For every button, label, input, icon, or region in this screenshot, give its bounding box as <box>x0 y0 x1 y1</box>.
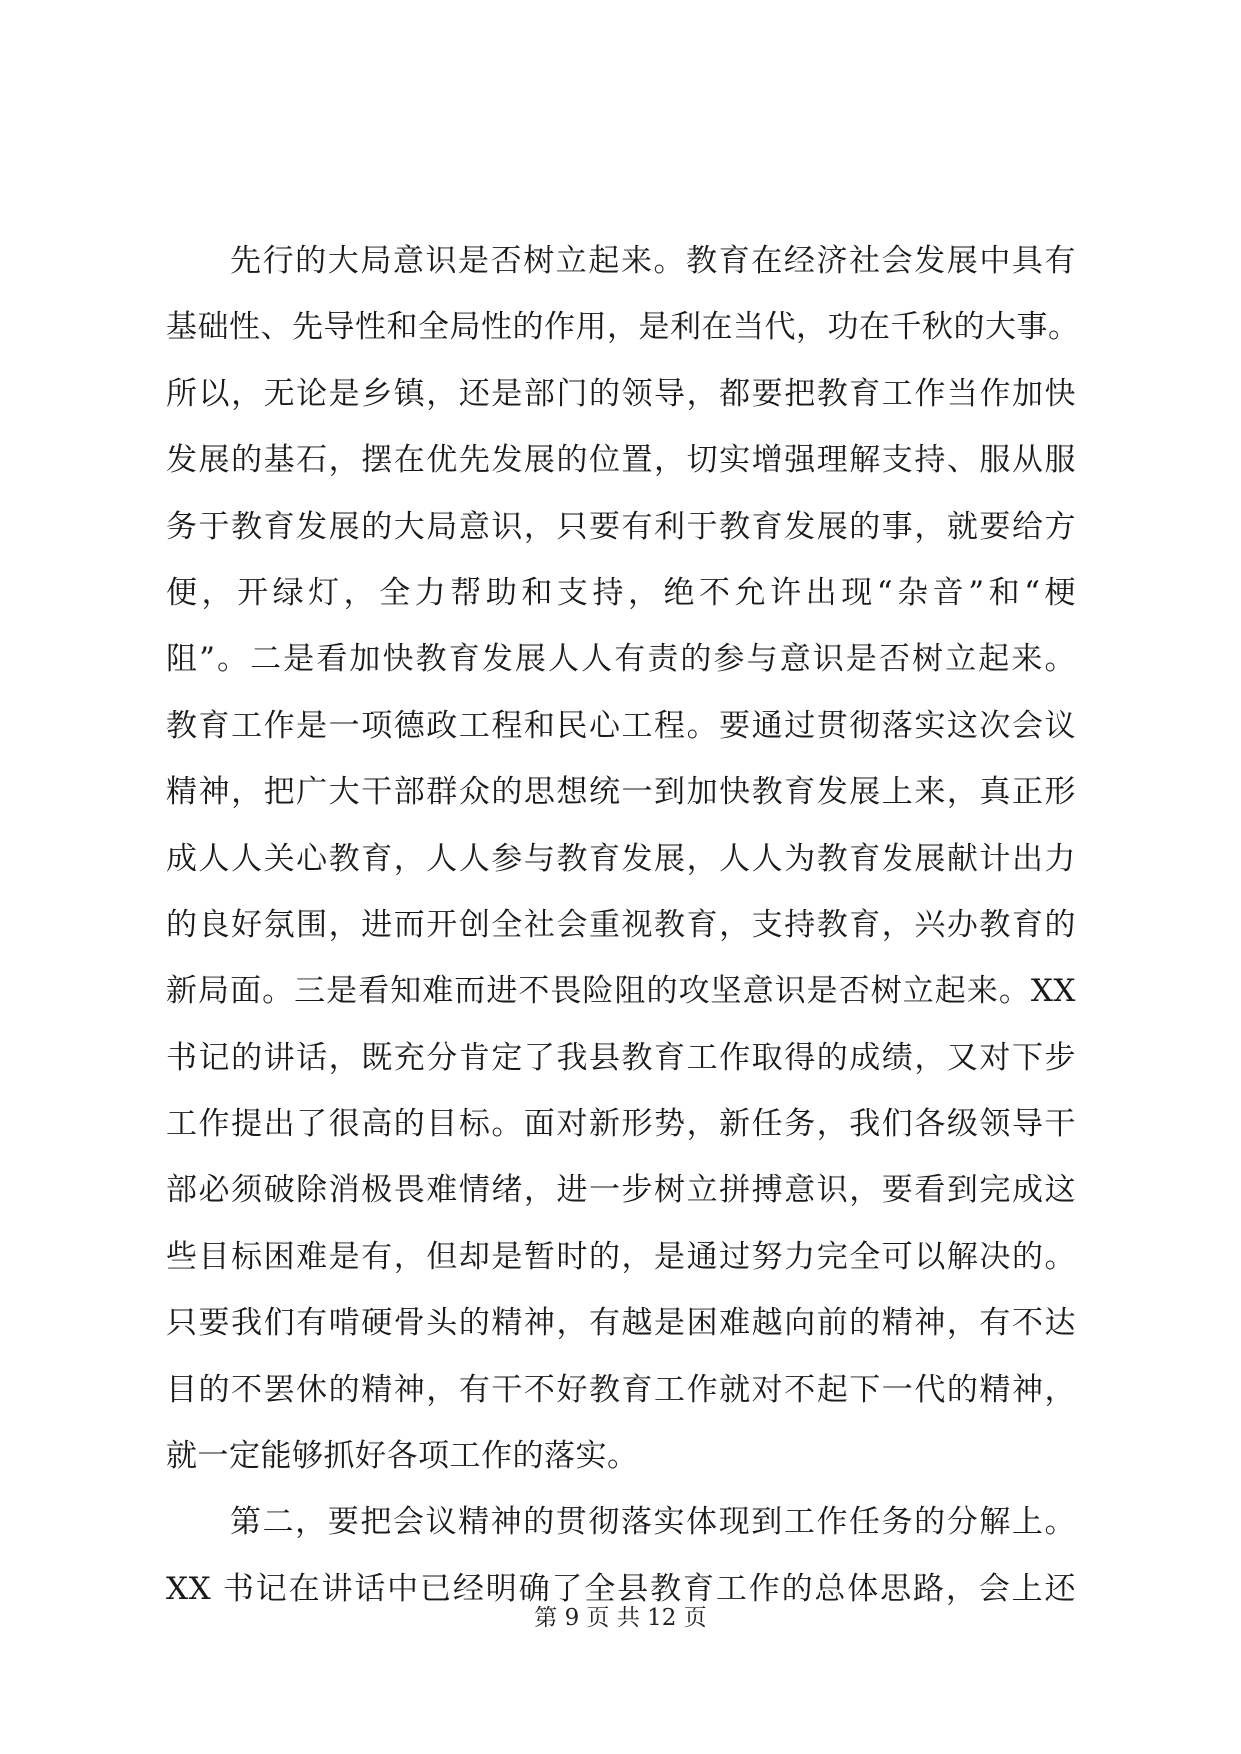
text-line: 第二，要把会议精神的贯彻落实体现到工作任务的分解上。 <box>230 1504 1076 1541</box>
text-line: 些目标困难是有，但却是暂时的，是通过努力完全可以解决的。 <box>166 1238 1076 1275</box>
text-line: 便，开绿灯，全力帮助和支持，绝不允许出现“杂音”和“梗 <box>166 574 1076 611</box>
text-line: 只要我们有啃硬骨头的精神，有越是困难越向前的精神，有不达 <box>166 1305 1076 1342</box>
text-line: 教育工作是一项德政工程和民心工程。要通过贯彻落实这次会议 <box>166 707 1076 744</box>
text-line: 务于教育发展的大局意识，只要有利于教育发展的事，就要给方 <box>166 508 1076 545</box>
text-line: 基础性、先导性和全局性的作用，是利在当代，功在千秋的大事。 <box>166 309 1080 346</box>
page-number-footer: 第 9 页 共 12 页 <box>534 1605 707 1631</box>
text-line: 的良好氛围，进而开创全社会重视教育，支持教育，兴办教育的 <box>166 906 1076 943</box>
text-line: 目的不罢休的精神，有干不好教育工作就对不起下一代的精神， <box>166 1371 1076 1408</box>
text-line: 精神，把广大干部群众的思想统一到加快教育发展上来，真正形 <box>166 774 1076 811</box>
text-line: 部必须破除消极畏难情绪，进一步树立拼搏意识，要看到完成这 <box>166 1172 1076 1209</box>
body-text <box>166 228 1080 1622</box>
text-line: XX 书记在讲话中已经明确了全县教育工作的总体思路，会上还 <box>166 1570 1076 1607</box>
text-line: 工作提出了很高的目标。面对新形势，新任务，我们各级领导干 <box>166 1106 1076 1143</box>
text-line: 先行的大局意识是否树立起来。教育在经济社会发展中具有 <box>230 243 1076 279</box>
text-line: 发展的基石，摆在优先发展的位置，切实增强理解支持、服从服 <box>166 442 1076 479</box>
text-line: 就一定能够抓好各项工作的落实。 <box>166 1438 639 1475</box>
text-line: 所以，无论是乡镇，还是部门的领导，都要把教育工作当作加快 <box>166 375 1076 412</box>
text-line: 成人人关心教育，人人参与教育发展，人人为教育发展献计出力 <box>166 840 1076 877</box>
text-line: 阻”。二是看加快教育发展人人有责的参与意识是否树立起来。 <box>166 641 1076 678</box>
text-line: 书记的讲话，既充分肯定了我县教育工作取得的成绩，又对下步 <box>166 1039 1076 1076</box>
text-line: 新局面。三是看知难而进不畏险阻的攻坚意识是否树立起来。XX <box>166 973 1076 1010</box>
